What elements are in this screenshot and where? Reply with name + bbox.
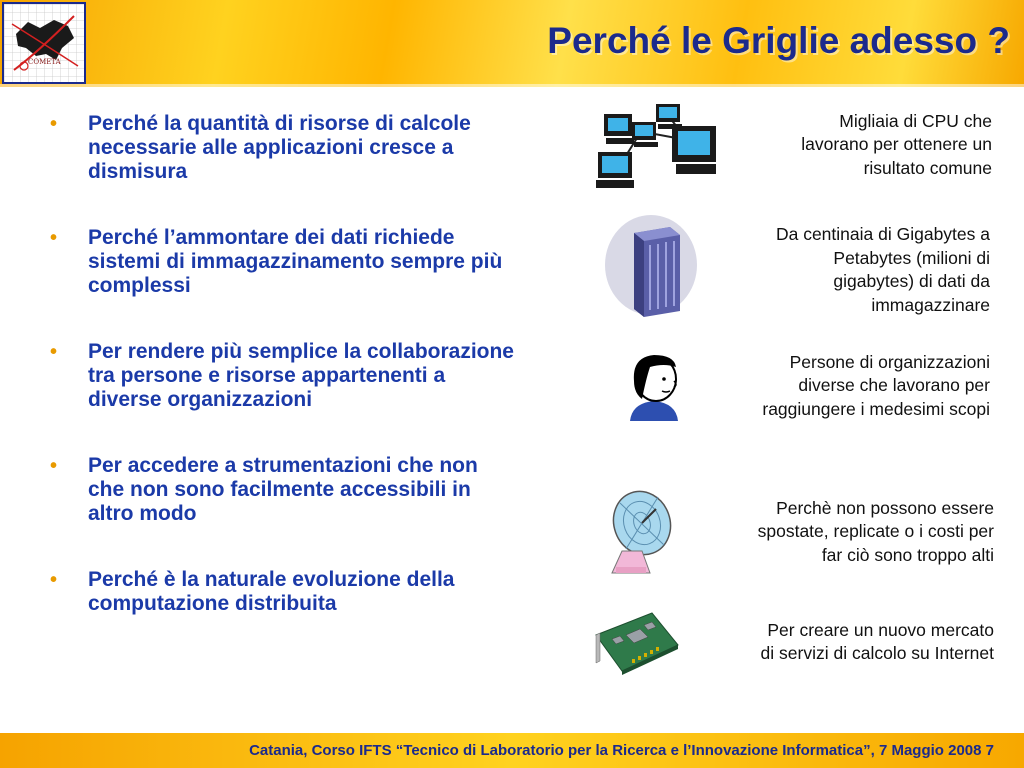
caption-line: Perchè non possono essere bbox=[776, 497, 994, 518]
caption-line: Per creare un nuovo mercato bbox=[767, 619, 994, 640]
bullet-text: Perché è la naturale evoluzione della computazione distribuita bbox=[88, 568, 455, 615]
bullet-list bbox=[48, 112, 518, 616]
feature-storage bbox=[604, 210, 990, 330]
bullet-marker-icon: • bbox=[50, 113, 58, 135]
feature-instruments bbox=[606, 488, 994, 576]
caption-line: gigabytes) di dati da bbox=[833, 271, 990, 291]
header-banner bbox=[0, 0, 1024, 87]
bullet-item bbox=[48, 340, 518, 412]
bullet-item bbox=[48, 568, 518, 616]
caption-line: di servizi di calcolo su Internet bbox=[760, 643, 994, 663]
caption-line: far ciò sono troppo alti bbox=[821, 544, 994, 565]
bullet-item bbox=[48, 226, 518, 298]
feature-cpu bbox=[592, 100, 992, 190]
bullet-text: Perché la quantità di risorse di calcole necessarie alle applicazioni cresce a dismisura bbox=[88, 112, 471, 183]
circuit-board-icon bbox=[592, 605, 682, 679]
caption-line: risultato comune bbox=[863, 157, 992, 178]
bullet-text: Perché l’ammontare dei dati richiede sistemi di immagazzinamento sempre più complessi bbox=[88, 226, 503, 297]
caption-line: Migliaia di CPU che bbox=[839, 110, 992, 131]
bullet-marker-icon: • bbox=[50, 227, 58, 249]
caption-line: Persone di organizzazioni bbox=[789, 351, 990, 372]
feature-caption bbox=[678, 497, 994, 568]
bullet-marker-icon: • bbox=[50, 569, 58, 591]
caption-line: lavorano per ottenere un bbox=[801, 134, 992, 155]
cometa-logo bbox=[2, 2, 86, 84]
satellite-dish-icon bbox=[606, 489, 678, 575]
caption-line: spostate, replicate o i costi per bbox=[757, 521, 994, 542]
logo-label: COMETA bbox=[28, 58, 61, 66]
caption-line: immagazzinare bbox=[871, 294, 990, 315]
caption-line: diverse che lavorano per bbox=[798, 375, 990, 396]
caption-line: Petabytes (milioni di bbox=[833, 247, 990, 268]
bullet-item bbox=[48, 454, 518, 526]
footer-text: Catania, Corso IFTS “Tecnico di Laboratorio per la Ricerca e l’Innovazione Informatica”, 7 Maggio 2008 7 bbox=[249, 742, 994, 759]
bullet-text: Per rendere più semplice la collaborazione tra persone e risorse appartenenti a diverse organizzazioni bbox=[88, 340, 514, 411]
bullet-text: Per accedere a strumentazioni che non che non sono facilmente accessibili in altro modo bbox=[88, 454, 478, 525]
bullet-marker-icon: • bbox=[50, 341, 58, 363]
feature-caption bbox=[682, 619, 994, 666]
feature-market bbox=[592, 604, 994, 680]
feature-caption bbox=[684, 351, 990, 422]
server-storage-icon bbox=[604, 215, 699, 325]
person-icon bbox=[624, 351, 684, 421]
feature-people bbox=[624, 350, 990, 422]
bullet-item bbox=[48, 112, 518, 184]
slide-title: Perché le Griglie adesso ? bbox=[547, 20, 1010, 61]
bullet-marker-icon: • bbox=[50, 455, 58, 477]
feature-caption bbox=[699, 223, 990, 317]
caption-line: Da centinaia di Gigabytes a bbox=[775, 224, 990, 244]
caption-line: raggiungere i medesimi scopi bbox=[762, 398, 990, 419]
computer-network-icon bbox=[592, 100, 722, 190]
footer-bar bbox=[0, 733, 1024, 768]
feature-caption bbox=[722, 110, 992, 181]
